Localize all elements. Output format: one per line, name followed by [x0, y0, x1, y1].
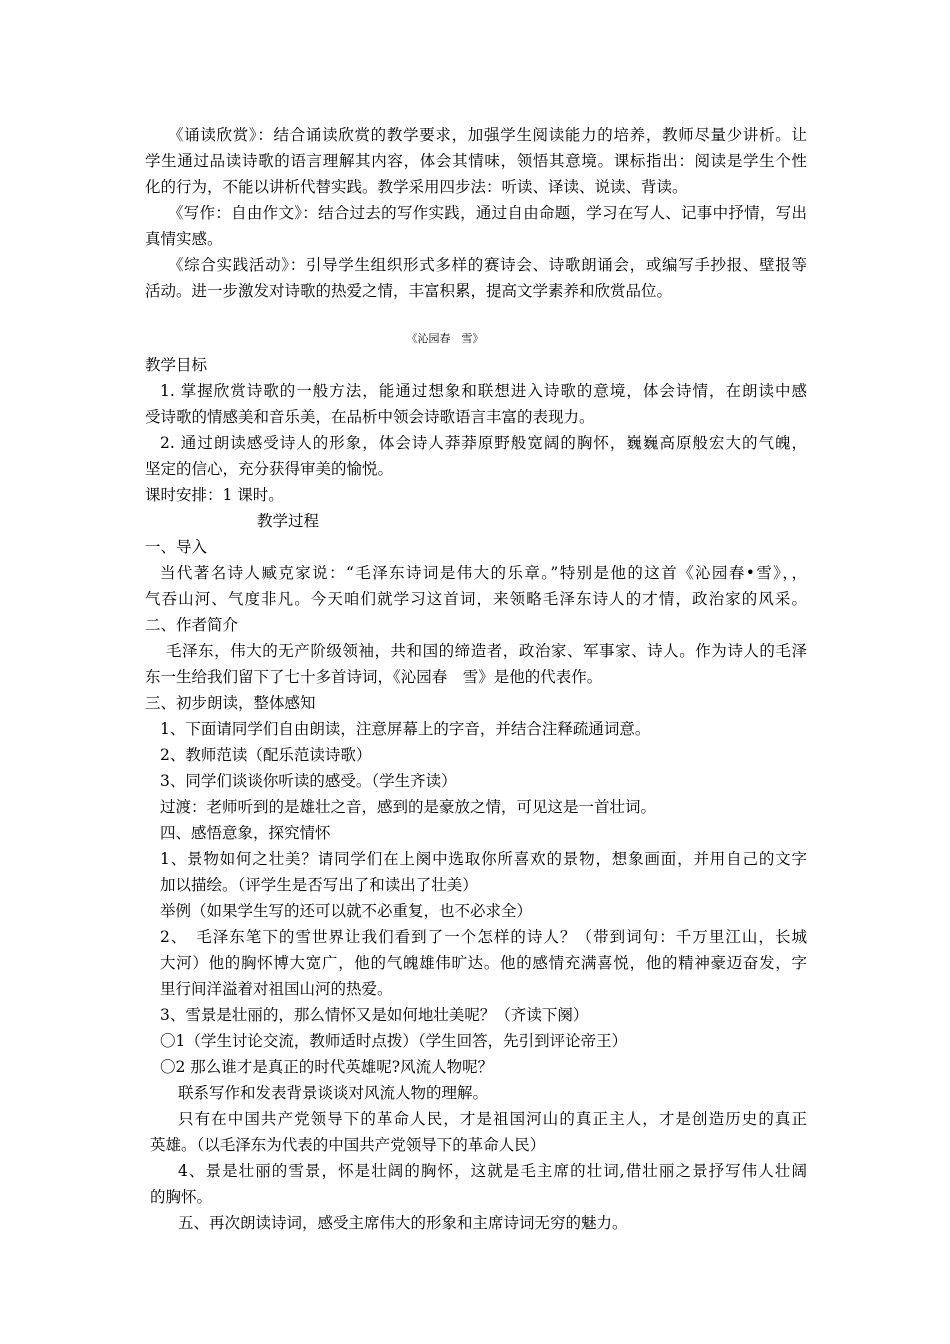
step-3-transition: 过渡：老师听到的是雄壮之音，感到的是豪放之情，可见这是一首壮词。 [160, 798, 657, 816]
step-4-heading: 四、感悟意象，探究情怀 [160, 824, 331, 842]
step-4-example: 举例（如果学生写的还可以就不必重复，也不必求全） [160, 902, 533, 920]
section-heading-process: 教学过程 [257, 512, 320, 530]
step-1-line-2: 气吞山河、气度非凡。今天咱们就学习这首词，来领略毛泽东诗人的才情，政治家的风采。 [145, 590, 807, 608]
goal-2-line-1: 2. 通过朗读感受诗人的形象，体会诗人莽莽原野般宽阔的胸怀，巍巍高原般宏大的气魄， [160, 434, 807, 452]
step-1-line-1: 当代著名诗人臧克家说：“毛泽东诗词是伟大的乐章。”特别是他的这首《沁园春•雪》，， [160, 564, 807, 582]
step-4-item-4-line-1: 4、景是壮丽的雪景，怀是壮阔的胸怀，这就是毛主席的壮词,借壮丽之景抒写伟人壮阔 [178, 1162, 807, 1180]
para-writing-line-2: 真情实感。 [145, 230, 223, 248]
step-4-item-4-line-2: 的胸怀。 [150, 1188, 213, 1206]
step-4-item-1-line-2: 加以描绘。（评学生是否写出了和读出了壮美） [160, 876, 478, 894]
step-3-item-1: 1、下面请同学们自由朗读，注意屏幕上的字音，并结合注释疏通词意。 [160, 720, 651, 738]
class-schedule: 课时安排：1 课时。 [145, 486, 284, 504]
step-4-item-1-line-1: 1、景物如何之壮美？请同学们在上阕中选取你所喜欢的景物，想象画面，并用自己的文字 [160, 850, 807, 868]
step-1-heading: 一、导入 [145, 538, 208, 556]
step-3-item-3: 3、同学们谈谈你听读的感受。（学生齐读） [160, 772, 457, 790]
step-2-line-2: 东一生给我们留下了七十多首诗词，《沁园春 雪》是他的代表作。 [145, 668, 603, 686]
step-4-answer-line-1: 只有在中国共产党领导下的革命人民，才是祖国河山的真正主人，才是创造历史的真正 [178, 1110, 807, 1128]
step-3-heading: 三、初步朗读，整体感知 [145, 694, 316, 712]
step-4-item-3: 3、雪景是壮丽的，那么情怀又是如何地壮美呢？（齐读下阕） [160, 1006, 589, 1024]
para-practice-line-1: 《综合实践活动》：引导学生组织形式多样的赛诗会、诗歌朗诵会，或编写手抄报、壁报等 [168, 256, 807, 274]
step-4-item-2-line-3: 里行间洋溢着对祖国山河的热爱。 [160, 980, 393, 998]
step-4-context-note: 联系写作和发表背景谈谈对风流人物的理解。 [178, 1084, 489, 1102]
goal-2-line-2: 坚定的信心，充分获得审美的愉悦。 [145, 460, 394, 478]
para-writing-line-1: 《写作：自由作文》：结合过去的写作实践，通过自由命题，学习在写人、记事中抒情，写出 [168, 204, 807, 222]
step-5-heading: 五、再次朗读诗词，感受主席伟大的形象和主席诗词无穷的魅力。 [178, 1214, 628, 1232]
step-4-item-3-sub-1: 〇1（学生讨论交流，教师适时点拨）（学生回答，先引到评论帝王） [160, 1032, 628, 1050]
step-4-item-3-sub-2: 〇2 那么谁才是真正的时代英雄呢?风流人物呢？ [160, 1058, 494, 1076]
step-3-item-2: 2、教师范读（配乐范读诗歌） [160, 746, 372, 764]
goal-1-line-2: 受诗歌的情感美和音乐美，在品析中领会诗歌语言丰富的表现力。 [145, 408, 595, 426]
step-4-answer-line-2: 英雄。（以毛泽东为代表的中国共产党领导下的革命人民） [150, 1136, 546, 1154]
step-4-item-2-line-2: 大河）他的胸怀博大宽广，他的气魄雄伟旷达。他的感情充满喜悦，他的精神豪迈奋发，字 [160, 954, 807, 972]
lesson-title: 《沁园春 雪》 [406, 332, 484, 345]
para-intro-line-1: 《诵读欣赏》：结合诵读欣赏的教学要求，加强学生阅读能力的培养，教师尽量少讲析。让 [168, 126, 807, 144]
step-2-heading: 二、作者简介 [145, 616, 239, 634]
para-intro-line-2: 学生通过品读诗歌的语言理解其内容，体会其情味，领悟其意境。课标指出：阅读是学生个性 [145, 152, 807, 170]
section-heading-goals: 教学目标 [145, 356, 208, 374]
step-2-line-1: 毛泽东，伟大的无产阶级领袖，共和国的缔造者，政治家、军事家、诗人。作为诗人的毛泽 [166, 642, 807, 660]
para-practice-line-2: 活动。进一步激发对诗歌的热爱之情，丰富积累，提高文学素养和欣赏品位。 [145, 282, 673, 300]
step-4-item-2-line-1: 2、 毛泽东笔下的雪世界让我们看到了一个怎样的诗人？（带到词句：千万里江山，长城 [160, 928, 807, 946]
goal-1-line-1: 1. 掌握欣赏诗歌的一般方法，能通过想象和联想进入诗歌的意境，体会诗情，在朗读中感 [160, 382, 807, 400]
para-intro-line-3: 化的行为，不能以讲析代替实践。教学采用四步法：听读、译读、说读、背读。 [145, 178, 688, 196]
